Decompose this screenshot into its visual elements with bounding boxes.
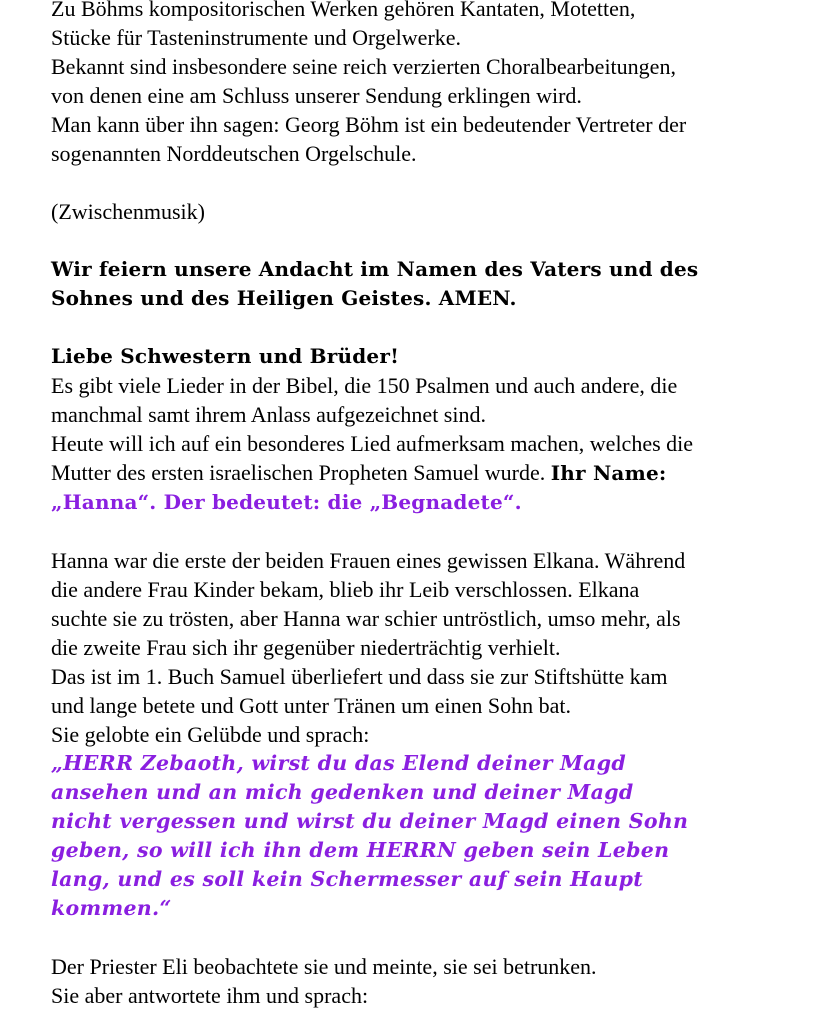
text-line: sogenannten Norddeutschen Orgelschule. — [51, 141, 417, 166]
vow-quote — [51, 749, 791, 923]
text-line: Heute will ich auf ein besonderes Lied aufmerksam machen, welches die — [51, 431, 694, 456]
invocation-paragraph — [51, 255, 791, 313]
text-line: Der Priester Eli beobachtete sie und meinte, sie sei betrunken. — [51, 954, 597, 979]
text-line: Das ist im 1. Buch Samuel überliefert und dass sie zur Stiftshütte kam — [51, 664, 668, 689]
text-line: Bekannt sind insbesondere seine reich verzierten Choralbearbeitungen, — [51, 54, 676, 79]
paragraph-gap — [51, 226, 791, 255]
intro-paragraph — [51, 0, 791, 168]
text-line: Sohnes und des Heiligen Geistes. AMEN. — [51, 286, 517, 310]
name-label: Ihr Name: — [550, 461, 667, 485]
text-line: Wir feiern unsere Andacht im Namen des Vaters und des — [51, 257, 699, 281]
quote-line: kommen.“ — [51, 896, 172, 920]
text-line: Sie aber antwortete ihm und sprach: — [51, 983, 369, 1008]
text-line: Es gibt viele Lieder in der Bibel, die 150 Psalmen und auch andere, die — [51, 373, 678, 398]
quote-line: „HERR Zebaoth, wirst du das Elend deiner Magd — [51, 751, 627, 775]
text-line — [51, 458, 791, 488]
text-line: Hanna war die erste der beiden Frauen eines gewissen Elkana. Während — [51, 548, 686, 573]
text-line: Man kann über ihn sagen: Georg Böhm ist ein bedeutender Vertreter der — [51, 112, 687, 137]
text-span: Mutter des ersten israelischen Propheten Samuel wurde. — [51, 460, 551, 485]
name-meaning: „Hanna“. Der bedeutet: die „Begnadete“. — [51, 490, 522, 514]
text-line: manchmal samt ihrem Anlass aufgezeichnet sind. — [51, 402, 486, 427]
greeting: Liebe Schwestern und Brüder! — [51, 344, 400, 368]
quote-line: nicht vergessen und wirst du deiner Magd einen Sohn — [51, 809, 689, 833]
text-line: und lange betete und Gott unter Tränen um einen Sohn bat. — [51, 693, 571, 718]
sermon-paragraph-2 — [51, 546, 791, 749]
sermon-paragraph-1 — [51, 342, 791, 517]
interlude-note: (Zwischenmusik) — [51, 199, 205, 224]
paragraph-gap — [51, 313, 791, 342]
text-line: Stücke für Tasteninstrumente und Orgelwerke. — [51, 25, 462, 50]
document-page — [51, 0, 791, 1010]
quote-line: ansehen und an mich gedenken und deiner Magd — [51, 780, 634, 804]
text-line: Sie gelobte ein Gelübde und sprach: — [51, 722, 370, 747]
text-line: von denen eine am Schluss unserer Sendung erklingen wird. — [51, 83, 582, 108]
text-line: die andere Frau Kinder bekam, blieb ihr Leib verschlossen. Elkana — [51, 577, 640, 602]
text-line: Zu Böhms kompositorischen Werken gehören Kantaten, Motetten, — [51, 0, 636, 21]
sermon-paragraph-3 — [51, 952, 791, 1010]
quote-line: lang, und es soll kein Schermesser auf sein Haupt — [51, 867, 644, 891]
paragraph-gap — [51, 517, 791, 546]
paragraph-gap — [51, 168, 791, 197]
paragraph-gap — [51, 923, 791, 952]
text-line: suchte sie zu trösten, aber Hanna war schier untröstlich, umso mehr, als — [51, 606, 681, 631]
text-line: die zweite Frau sich ihr gegenüber niederträchtig verhielt. — [51, 635, 561, 660]
quote-line: geben, so will ich ihn dem HERRN geben sein Leben — [51, 838, 670, 862]
